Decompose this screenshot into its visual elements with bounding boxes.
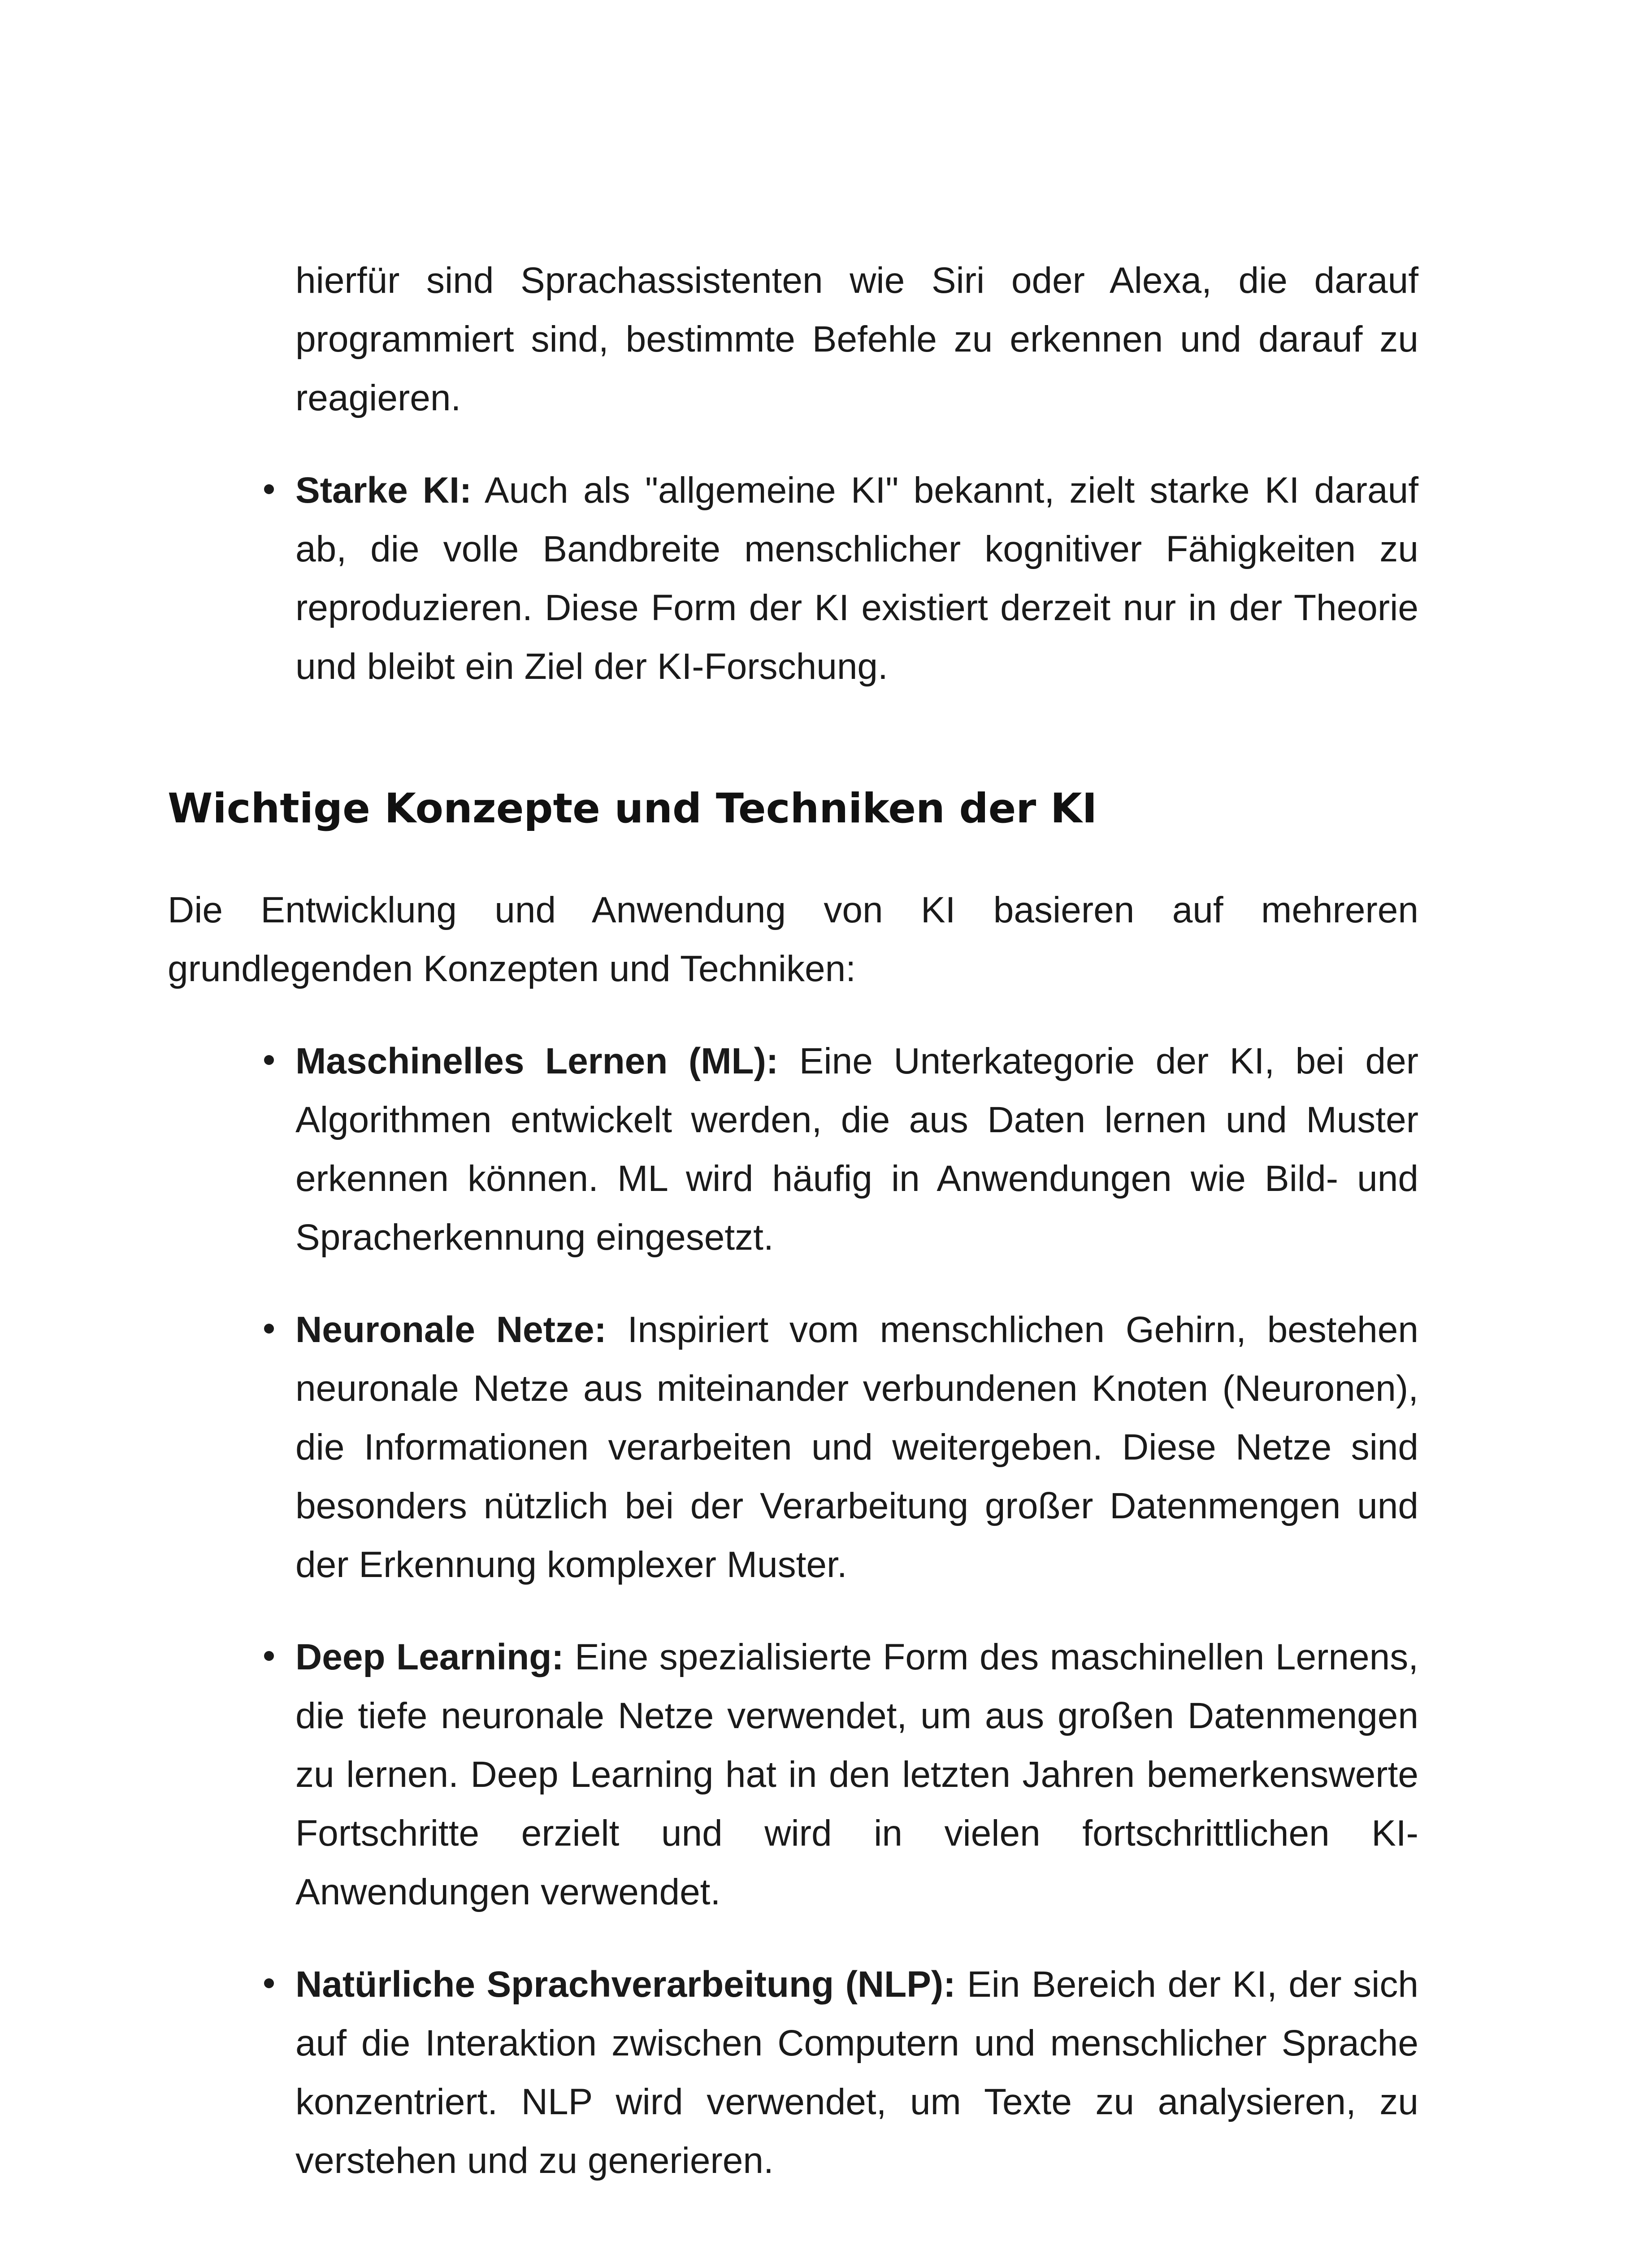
bullet-icon	[264, 1651, 274, 1661]
list-item-term: Starke KI:	[295, 470, 472, 511]
list-item-text: Eine spezialisierte Form des maschinellen Lernens, die tiefe neuronale Netze verwendet, um aus großen Datenmengen zu lernen. Deep Learning hat in den letzten Jahren bemerkenswerte Fortschritte erzielt und wird in vielen fortschrittlichen KI-Anwendungen verwendet.	[295, 1637, 1418, 1912]
bullet-icon	[264, 1978, 274, 1988]
list-item-starke-ki	[295, 461, 1418, 696]
intro-paragraph: Die Entwicklung und Anwendung von KI basieren auf mehreren grundlegenden Konzepten und Techniken:	[168, 890, 1418, 989]
bullet-icon	[264, 1324, 274, 1334]
page-content	[168, 251, 1418, 2190]
bullet-icon	[264, 484, 274, 494]
list-item-term: Neuronale Netze:	[295, 1309, 607, 1350]
list-item-term: Natürliche Sprachverarbeitung (NLP):	[295, 1964, 956, 2005]
concepts-list	[168, 1032, 1418, 2190]
bullet-icon	[264, 1055, 274, 1065]
list-item-deep-learning	[295, 1628, 1418, 1921]
list-item-neuronale-netze	[295, 1300, 1418, 1594]
list-item-text: Ein Bereich der KI, der sich auf die Interaktion zwischen Computern und menschlicher Sprache konzentriert. NLP wird verwendet, um Texte zu analysieren, zu verstehen und zu generieren.	[295, 1964, 1418, 2181]
section-heading: Wichtige Konzepte und Techniken der KI	[168, 785, 1097, 832]
continuation-paragraph: hierfür sind Sprachassistenten wie Siri oder Alexa, die darauf programmiert sind, bestimmte Befehle zu erkennen und darauf zu reagieren.	[295, 260, 1418, 418]
list-item-text: Eine Unterkategorie der KI, bei der Algorithmen entwickelt werden, die aus Daten lernen und Muster erkennen können. ML wird häufig in Anwendungen wie Bild- und Spracherkennung eingesetzt.	[295, 1041, 1418, 1258]
list-item-nlp	[295, 1955, 1418, 2190]
list-item-term: Maschinelles Lernen (ML):	[295, 1041, 779, 1082]
list-item-term: Deep Learning:	[295, 1637, 564, 1677]
ki-types-list	[168, 461, 1418, 696]
list-item-maschinelles-lernen	[295, 1032, 1418, 1267]
list-item-text: Auch als "allgemeine KI" bekannt, zielt starke KI darauf ab, die volle Bandbreite menschlicher kognitiver Fähigkeiten zu reproduzieren. Diese Form der KI existiert derzeit nur in der Theorie und bleibt ein Ziel der KI-Forschung.	[295, 470, 1418, 687]
list-item-text: Inspiriert vom menschlichen Gehirn, bestehen neuronale Netze aus miteinander verbundenen Knoten (Neuronen), die Informationen verarbeiten und weitergeben. Diese Netze sind besonders nützlich bei der Verarbeitung großer Datenmengen und der Erkennung komplexer Muster.	[295, 1309, 1418, 1585]
